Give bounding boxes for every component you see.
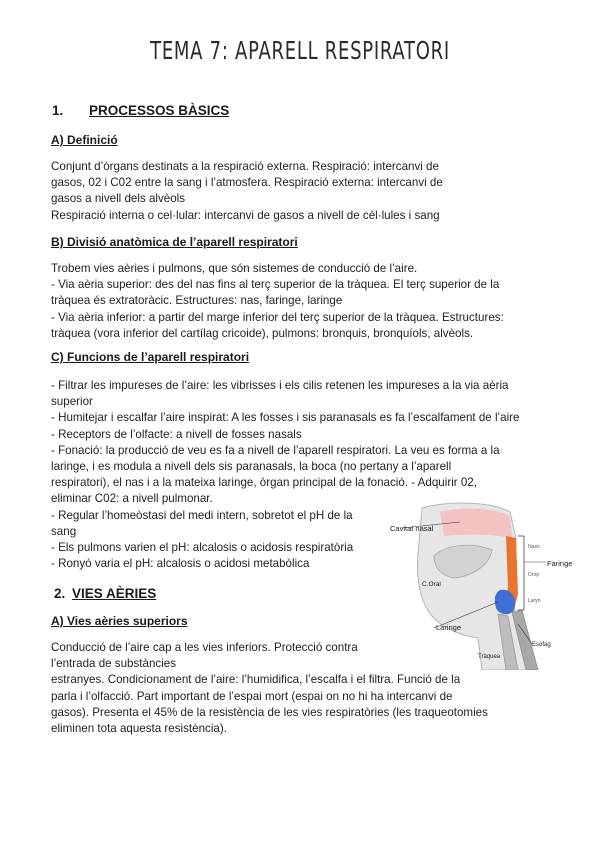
- label-laringe: Laringe: [436, 623, 462, 632]
- label-orop: Orop: [528, 572, 540, 578]
- text-line: - Via aèria superior: des del nas fins al terç superior de la tràquea. El terç superior de la: [51, 278, 500, 292]
- section-2-title: VIES AÈRIES: [72, 586, 157, 601]
- text-line: eliminen tota aquesta resistència).: [51, 722, 227, 736]
- text-line: l’entrada de substàncies: [51, 657, 177, 671]
- text-line: eliminar C02: a nivell pulmonar.: [51, 492, 213, 506]
- label-cavitat-nasal: Cavitat nasal: [390, 524, 434, 533]
- section-2-number: 2.: [54, 586, 66, 601]
- text-line: Respiració interna o cel·lular: intercanvi de gasos a nivell de cèl·lules i sang: [51, 208, 440, 222]
- section-2-heading: [54, 586, 156, 601]
- text-line: sang: [51, 524, 77, 538]
- text-line: - Filtrar les impureses de l’aire: les vibrisses i els cilis retenen les impureses a la via aèria: [51, 379, 509, 392]
- label-coral: C.Oral: [422, 581, 441, 588]
- label-faringe: Faringe: [547, 559, 573, 568]
- text-line: - Fonació: la producció de veu es fa a nivell de l’aparell respiratori. La veu es forma a la: [51, 443, 500, 457]
- text-line: gasos, 02 i C02 entre la sang i l’atmosfera. Respiració externa: intercanvi de: [51, 176, 443, 190]
- text-line: - Receptors de l’olfacte: a nivell de fosses nasals: [51, 427, 302, 441]
- text-line: - Humitejar i escalfar l’aire inspirat: A les fosses i sis paranasals es fa l’escalfament de l’aire: [51, 411, 520, 425]
- section-1-number: 1.: [52, 103, 64, 118]
- label-laryn: Laryn: [528, 598, 541, 604]
- text-line: tràquea (vora inferior del cartílag cricoide), pulmons: bronquis, bronquíols, alvèols.: [51, 326, 474, 340]
- text-line: tràquea és extratoràcic. Estructures: nas, faringe, laringe: [51, 294, 343, 308]
- nasal-cavity-shape: [440, 509, 512, 538]
- text-line: laringe, i es modula a nivell dels sis paranasals, la boca (no pertany a l’aparell: [51, 460, 452, 474]
- text-line: gasos a nivell dels alvèols: [51, 192, 186, 206]
- subsection-2a-heading: A) Vies aèries superiors: [51, 614, 188, 628]
- text-line: Conjunt d’òrgans destinats a la respiració externa. Respiració: intercanvi de: [51, 160, 439, 173]
- text-line: estranyes. Condicionament de l’aire: l’humidifica, l’escalfa i el filtra. Funció de la: [51, 673, 461, 687]
- subsection-1b-text: [51, 261, 504, 342]
- subsection-1a-text: [51, 159, 443, 224]
- text-line: - Regular l’homeòstasi del medi intern, sobretot el pH de la: [51, 508, 353, 522]
- text-line: gasos). Presenta el 45% de la resistència de les vies respiratòries (les traqueotomies: [51, 705, 488, 719]
- page-title: TEMA 7: APARELL RESPIRATORI: [150, 36, 450, 65]
- label-traquea: Tràquea: [478, 654, 501, 660]
- text-line: superior: [51, 395, 93, 409]
- subsection-1a-heading: A) Definició: [51, 133, 118, 147]
- label-esofag: Esòfag: [532, 642, 551, 648]
- text-line: - Els pulmons varien el pH: alcalosis o acidosis respiratòria: [51, 541, 354, 555]
- text-line: Trobem vies aèries i pulmons, que són sistemes de conducció de l’aire.: [51, 262, 418, 275]
- text-line: Conducció de l’aire cap a les vies inferiors. Protecció contra: [51, 641, 358, 654]
- subsection-1c-heading: C) Funcions de l’aparell respiratori: [51, 350, 250, 364]
- subsection-1b-heading: B) Divisió anatòmica de l’aparell respiratori: [51, 235, 298, 249]
- text-line: respiratori), el nas i a la mateixa laringe, òrgan principal de la fonació. - Adquirir 02,: [51, 476, 477, 490]
- section-1-title: PROCESSOS BÀSICS: [89, 103, 230, 118]
- text-line: - Via aèria inferior: a partir del marge inferior del terç superior de la tràquea. Estructures:: [51, 310, 504, 324]
- text-line: parla i l’olfacció. Part important de l’espai mort (espai on no hi ha intercanvi de: [51, 689, 453, 703]
- section-1-heading: [52, 103, 229, 118]
- label-naso: Naso: [528, 544, 540, 550]
- upper-airway-figure: [382, 498, 578, 670]
- text-line: - Ronyó varia el pH: alcalosis o acidosi metabòlica: [51, 557, 310, 571]
